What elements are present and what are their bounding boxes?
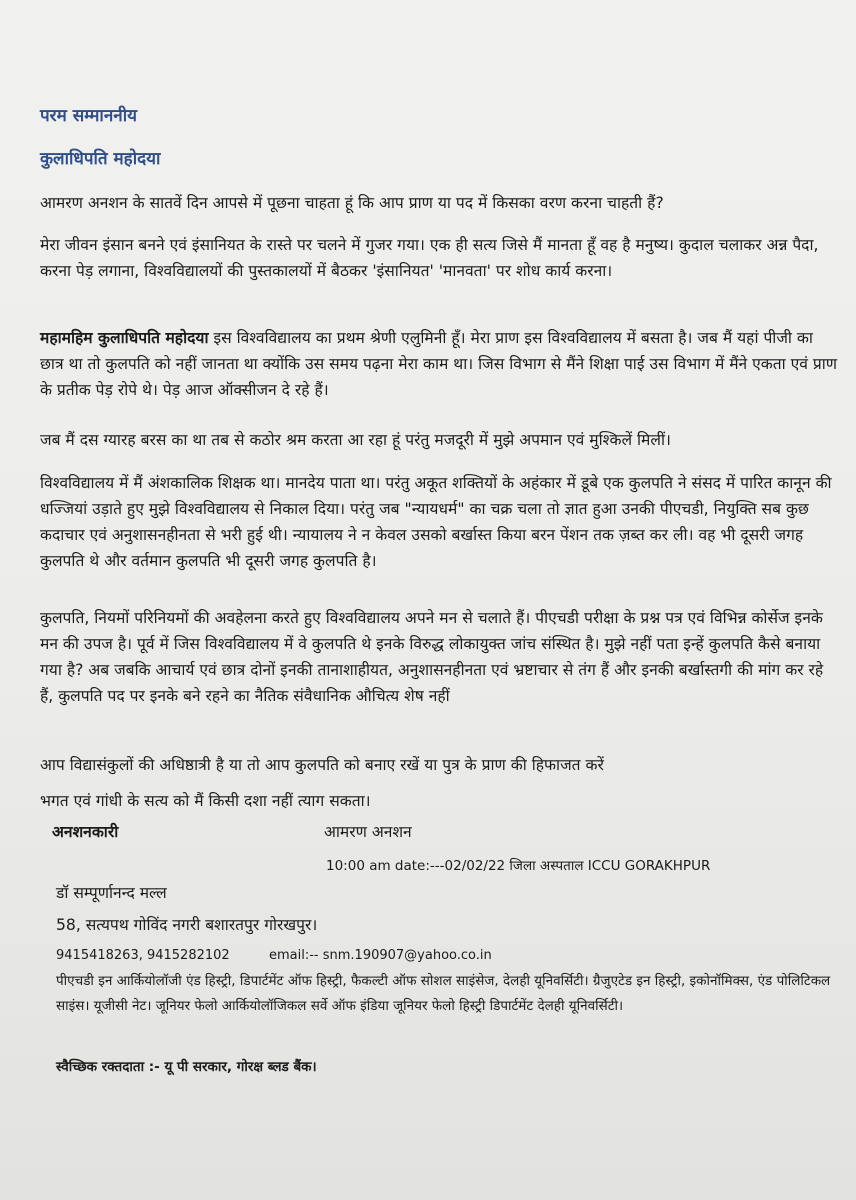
paragraph-question: आमरण अनशन के सातवें दिन आपसे में पूछना चाहता हूं कि आप प्राण या पद में किसका वरण करना चाहती हैं?	[40, 194, 664, 212]
honorific-address: महामहिम कुलाधिपति महोदया	[40, 329, 209, 347]
paragraph-appeal: आप विद्यासंकुलों की अधिष्ठात्री है या तो आप कुलपति को बनाए रखें या पुत्र के प्राण की हिफाजत करें	[40, 756, 604, 774]
paragraph-alumni	[40, 325, 840, 403]
sender-email: email:-- snm.190907@yahoo.co.in	[269, 948, 492, 963]
salutation-line-2: कुलाधिपति महोदया	[40, 149, 161, 169]
sender-name: डॉ सम्पूर्णानन्द मल्ल	[56, 884, 167, 902]
paragraph-vice-chancellor: कुलपति, नियमों परिनियमों की अवहेलना करते हुए विश्वविद्यालय अपने मन से चलाते हैं। पीएचडी परीक्षा के प्रश्न पत्र एवं विभिन्न कोर्सेज इनके मन की उपज है। पूर्व में जिस विश्वविद्यालय में वे कुलपति थे इनके विरुद्ध लोकायुक्त जांच संस्थित है। मुझे नहीं पता इन्हें कुलपति कैसे बनाया गया है? अब जबकि आचार्य एवं छात्र दोनों इनकी तानाशाहीयत, अनुशासनहीनता एवं भ्रष्टाचार से तंग हैं और इनकी बर्खास्तगी की मांग कर रहे हैं, कुलपति पद पर इनके बने रहने का नैतिक संवैधानिक औचित्य शेष नहीं	[40, 609, 824, 705]
paragraph-life: मेरा जीवन इंसान बनने एवं इंसानियत के रास्ते पर चलने में गुजर गया। एक ही सत्य जिसे मैं मानता हूँ वह है मनुष्य। कुदाल चलाकर अन्न पैदा, करना पेड़ लगाना, विश्वविद्यालयों की पुस्तकालयों में बैठकर 'इंसानियत' 'मानवता' पर शोध कार्य करना।	[40, 236, 819, 280]
signoff-date-location: 10:00 am date:---02/02/22 जिला अस्पताल ICCU GORAKHPUR	[326, 858, 711, 874]
signoff-hunger-striker: अनशनकारी	[52, 823, 119, 841]
sender-phones: 9415418263, 9415282102	[56, 948, 230, 963]
salutation-line-1: परम सम्माननीय	[40, 106, 137, 126]
signoff-fast-unto-death: आमरण अनशन	[324, 823, 412, 841]
sender-qualifications: पीएचडी इन आर्कियोलॉजी एंड हिस्ट्री, डिपार्टमेंट ऑफ हिस्ट्री, फैकल्टी ऑफ सोशल साइंसेज, देलही यूनिवर्सिटी। ग्रैजुएटेड इन हिस्ट्री, इकोनॉमिक्स, एंड पोलिटिकल साइंस। यूजीसी नेट। जूनियर फेलो आर्कियोलॉजिकल सर्वे ऑफ इंडिया जूनियर फेलो हिस्ट्री डिपार्टमेंट देलही यूनिवर्सिटी।	[56, 973, 831, 1014]
paragraph-childhood: जब मैं दस ग्यारह बरस का था तब से कठोर श्रम करता आ रहा हूं परंतु मजदूरी में मुझे अपमान एवं मुश्किलें मिलीं।	[40, 431, 671, 449]
paragraph-truth: भगत एवं गांधी के सत्य को मैं किसी दशा नहीं त्याग सकता।	[40, 792, 371, 810]
paragraph-alumni-text: इस विश्वविद्यालय का प्रथम श्रेणी एलुमिनी हूँ। मेरा प्राण इस विश्वविद्यालय में बसता है। जब मैं यहां पीजी का छात्र था तो कुलपति को नहीं जानता था क्योंकि उस समय पढ़ना मेरा काम था। जिस विभाग से मैंने शिक्षा पाई उस विभाग में मैंने एकता एवं प्राण के प्रतीक पेड़ रोपे थे। पेड़ आज ऑक्सीजन दे रहे हैं।	[40, 329, 838, 399]
blood-donor-note: स्वैच्छिक रक्तदाता :- यू पी सरकार, गोरक्ष ब्लड बैंक।	[56, 1059, 317, 1075]
paragraph-dismissal: विश्वविद्यालय में मैं अंशकालिक शिक्षक था। मानदेय पाता था। परंतु अकूत शक्तियों के अहंकार में डूबे एक कुलपति ने संसद में पारित कानून की धज्जियां उड़ाते हुए मुझे विश्वविद्यालय से निकाल दिया। परंतु जब "न्यायधर्म" का चक्र चला तो ज्ञात हुआ उनकी पीएचडी, नियुक्ति सब कुछ कदाचार एवं अनुशासनहीनता से भरी हुई थी। न्यायालय ने न केवल उसको बर्खास्त किया बरन पेंशन तक ज़ब्त कर ली। वह भी दूसरी जगह कुलपति थे और वर्तमान कुलपति भी दूसरी जगह कुलपति है।	[40, 474, 832, 570]
sender-address: 58, सत्यपथ गोविंद नगरी बशारतपुर गोरखपुर।	[56, 916, 318, 934]
